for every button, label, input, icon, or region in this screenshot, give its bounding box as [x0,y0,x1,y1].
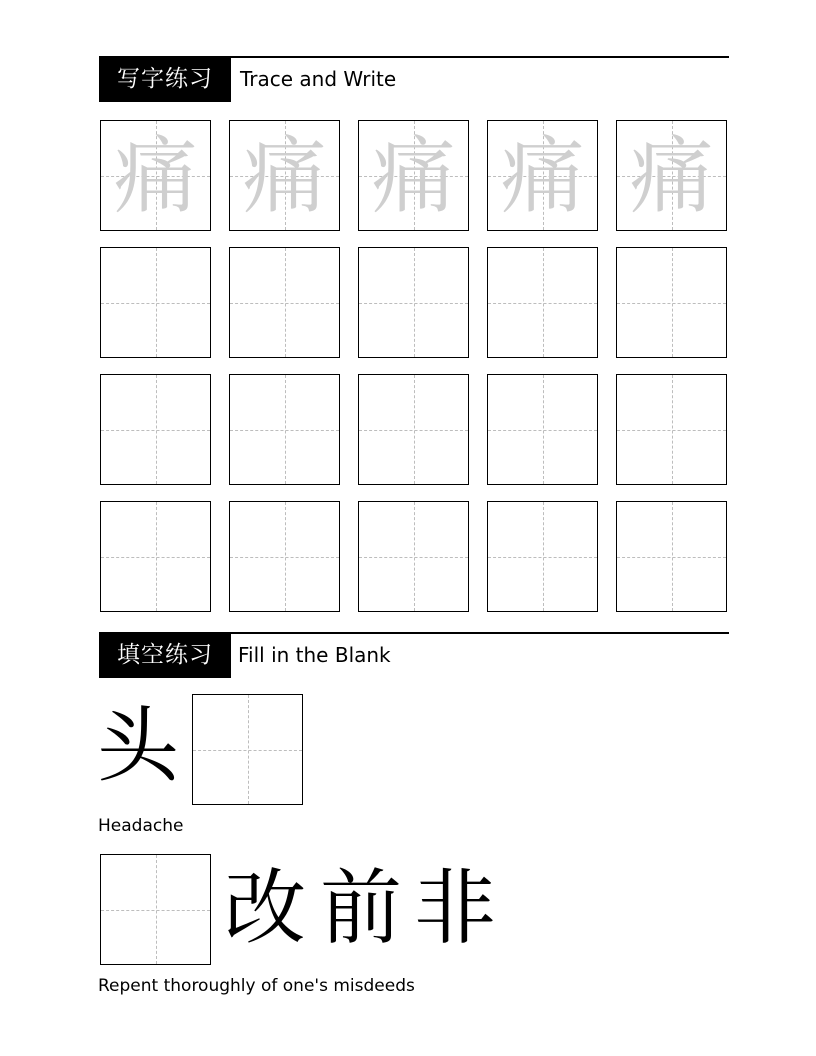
guide-line-horizontal [617,430,726,431]
trace-box[interactable] [487,120,598,231]
item-meaning: Repent thoroughly of one's misdeeds [98,976,415,996]
guide-line-horizontal [230,557,339,558]
practice-box[interactable] [229,374,340,485]
given-char: 前 [320,861,403,956]
practice-box[interactable] [229,501,340,612]
trace-box[interactable] [616,120,727,231]
guide-line-horizontal [488,557,597,558]
trace-box[interactable] [100,120,211,231]
practice-box[interactable] [229,247,340,358]
given-char: 改 [224,861,307,956]
trace-section-label-en: Trace and Write [240,67,397,91]
practice-box[interactable] [100,374,211,485]
guide-line-horizontal [359,557,468,558]
guide-line-horizontal [617,557,726,558]
practice-box[interactable] [616,374,727,485]
practice-box[interactable] [100,247,211,358]
guide-line-horizontal [101,910,210,911]
practice-box[interactable] [358,501,469,612]
trace-char: 痛 [500,126,585,225]
fill-section-label-en: Fill in the Blank [238,643,391,667]
guide-line-horizontal [230,430,339,431]
trace-char: 痛 [371,126,456,225]
practice-box[interactable] [358,247,469,358]
trace-char: 痛 [629,126,714,225]
answer-box[interactable] [100,854,211,965]
guide-line-horizontal [488,303,597,304]
trace-box[interactable] [229,120,340,231]
practice-box[interactable] [487,247,598,358]
practice-box[interactable] [487,501,598,612]
practice-box[interactable] [358,374,469,485]
trace-section-header [99,56,729,102]
guide-line-horizontal [230,303,339,304]
practice-box[interactable] [616,247,727,358]
fill-section-label-cn: 填空练习 [99,632,231,678]
trace-char: 痛 [242,126,327,225]
guide-line-horizontal [193,750,302,751]
practice-box[interactable] [487,374,598,485]
fill-section-header [99,632,729,678]
guide-line-horizontal [359,303,468,304]
practice-box[interactable] [100,501,211,612]
given-char: 非 [414,861,497,956]
trace-box[interactable] [358,120,469,231]
guide-line-horizontal [101,303,210,304]
guide-line-horizontal [488,430,597,431]
guide-line-horizontal [359,430,468,431]
guide-line-horizontal [101,430,210,431]
given-char: 头 [97,699,180,794]
trace-char: 痛 [113,126,198,225]
item-meaning: Headache [98,816,184,836]
practice-box[interactable] [616,501,727,612]
guide-line-horizontal [101,557,210,558]
answer-box[interactable] [192,694,303,805]
guide-line-horizontal [617,303,726,304]
trace-section-label-cn: 写字练习 [99,56,231,102]
